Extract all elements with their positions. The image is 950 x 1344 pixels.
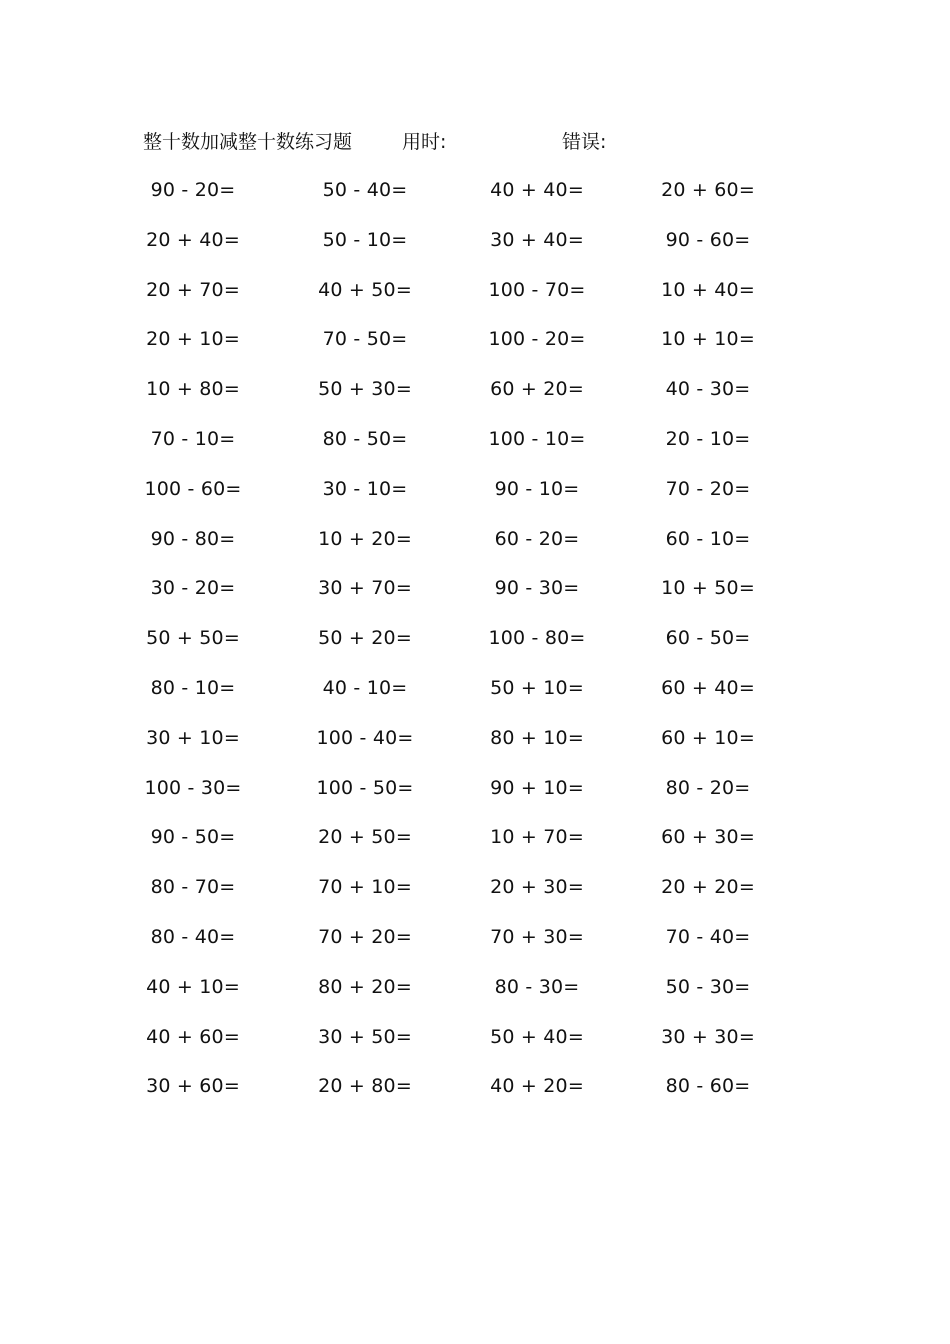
math-problem: 50 - 10=: [322, 228, 408, 251]
math-problem: 20 + 20=: [661, 876, 755, 899]
errors-label: 错误:: [562, 131, 607, 153]
math-problem: 30 + 50=: [318, 1025, 412, 1048]
problem-row: [0, 422, 950, 472]
math-problem: 10 + 40=: [661, 278, 755, 301]
math-problem: 90 + 10=: [490, 776, 584, 799]
worksheet-header: [143, 128, 743, 156]
math-problem: 100 - 10=: [488, 427, 586, 450]
problem-row: [0, 173, 950, 223]
math-problem: 70 - 50=: [322, 328, 408, 351]
math-problem: 50 + 40=: [490, 1025, 584, 1048]
problem-row: [0, 920, 950, 970]
problem-grid: [0, 173, 950, 1119]
math-problem: 100 - 60=: [144, 477, 242, 500]
math-problem: 80 - 60=: [665, 1075, 751, 1098]
problem-row: [0, 223, 950, 273]
problem-row: [0, 820, 950, 870]
math-problem: 30 + 70=: [318, 577, 412, 600]
problem-row: [0, 322, 950, 372]
math-problem: 60 + 20=: [490, 378, 584, 401]
math-problem: 60 + 40=: [661, 676, 755, 699]
math-problem: 90 - 20=: [150, 179, 236, 201]
math-problem: 60 + 30=: [661, 826, 755, 849]
math-problem: 90 - 60=: [665, 228, 751, 251]
math-problem: 70 - 40=: [665, 925, 751, 948]
problem-row: [0, 1069, 950, 1119]
math-problem: 10 + 50=: [661, 577, 755, 600]
time-used-label: 用时:: [402, 131, 447, 153]
math-problem: 20 + 60=: [661, 179, 755, 201]
problem-row: [0, 522, 950, 572]
math-problem: 10 + 80=: [146, 378, 240, 401]
math-problem: 80 + 20=: [318, 975, 412, 998]
math-problem: 100 - 80=: [488, 627, 586, 650]
math-problem: 10 + 20=: [318, 527, 412, 550]
math-problem: 20 + 80=: [318, 1075, 412, 1098]
math-problem: 80 - 70=: [150, 876, 236, 899]
math-problem: 100 - 70=: [488, 278, 586, 301]
math-problem: 20 - 10=: [665, 427, 751, 450]
math-problem: 10 + 10=: [661, 328, 755, 351]
math-problem: 50 - 40=: [322, 179, 408, 201]
math-problem: 90 - 30=: [494, 577, 580, 600]
math-problem: 100 - 20=: [488, 328, 586, 351]
problem-row: [0, 621, 950, 671]
math-problem: 70 + 30=: [490, 925, 584, 948]
math-problem: 30 + 40=: [490, 228, 584, 251]
math-problem: 80 - 10=: [150, 676, 236, 699]
math-problem: 60 + 10=: [661, 726, 755, 749]
problem-row: [0, 472, 950, 522]
math-problem: 70 + 10=: [318, 876, 412, 899]
math-problem: 60 - 10=: [665, 527, 751, 550]
math-problem: 30 + 30=: [661, 1025, 755, 1048]
problem-row: [0, 970, 950, 1020]
math-problem: 20 + 10=: [146, 328, 240, 351]
math-problem: 80 + 10=: [490, 726, 584, 749]
problem-row: [0, 273, 950, 323]
math-problem: 20 + 50=: [318, 826, 412, 849]
math-problem: 40 - 30=: [665, 378, 751, 401]
math-problem: 50 + 50=: [146, 627, 240, 650]
math-problem: 80 - 50=: [322, 427, 408, 450]
problem-row: [0, 372, 950, 422]
math-problem: 40 + 10=: [146, 975, 240, 998]
math-problem: 100 - 30=: [144, 776, 242, 799]
math-problem: 30 - 20=: [150, 577, 236, 600]
math-problem: 90 - 80=: [150, 527, 236, 550]
problem-row: [0, 571, 950, 621]
math-problem: 40 + 20=: [490, 1075, 584, 1098]
math-problem: 70 + 20=: [318, 925, 412, 948]
math-problem: 80 - 30=: [494, 975, 580, 998]
math-problem: 90 - 50=: [150, 826, 236, 849]
problem-row: [0, 870, 950, 920]
math-problem: 40 - 10=: [322, 676, 408, 699]
math-problem: 60 - 20=: [494, 527, 580, 550]
math-problem: 30 + 10=: [146, 726, 240, 749]
math-problem: 60 - 50=: [665, 627, 751, 650]
math-problem: 100 - 50=: [316, 776, 414, 799]
math-problem: 50 + 30=: [318, 378, 412, 401]
math-problem: 10 + 70=: [490, 826, 584, 849]
problem-row: [0, 721, 950, 771]
math-problem: 70 - 10=: [150, 427, 236, 450]
math-problem: 50 - 30=: [665, 975, 751, 998]
math-problem: 80 - 20=: [665, 776, 751, 799]
problem-row: [0, 671, 950, 721]
math-problem: 40 + 40=: [490, 179, 584, 201]
math-problem: 40 + 60=: [146, 1025, 240, 1048]
problem-row: [0, 771, 950, 821]
math-problem: 50 + 20=: [318, 627, 412, 650]
math-problem: 20 + 30=: [490, 876, 584, 899]
math-problem: 30 + 60=: [146, 1075, 240, 1098]
math-problem: 100 - 40=: [316, 726, 414, 749]
math-problem: 30 - 10=: [322, 477, 408, 500]
math-problem: 70 - 20=: [665, 477, 751, 500]
math-problem: 90 - 10=: [494, 477, 580, 500]
math-problem: 50 + 10=: [490, 676, 584, 699]
worksheet-title: 整十数加减整十数练习题: [143, 131, 353, 153]
math-problem: 20 + 70=: [146, 278, 240, 301]
math-problem: 80 - 40=: [150, 925, 236, 948]
problem-row: [0, 1020, 950, 1070]
math-problem: 40 + 50=: [318, 278, 412, 301]
math-problem: 20 + 40=: [146, 228, 240, 251]
